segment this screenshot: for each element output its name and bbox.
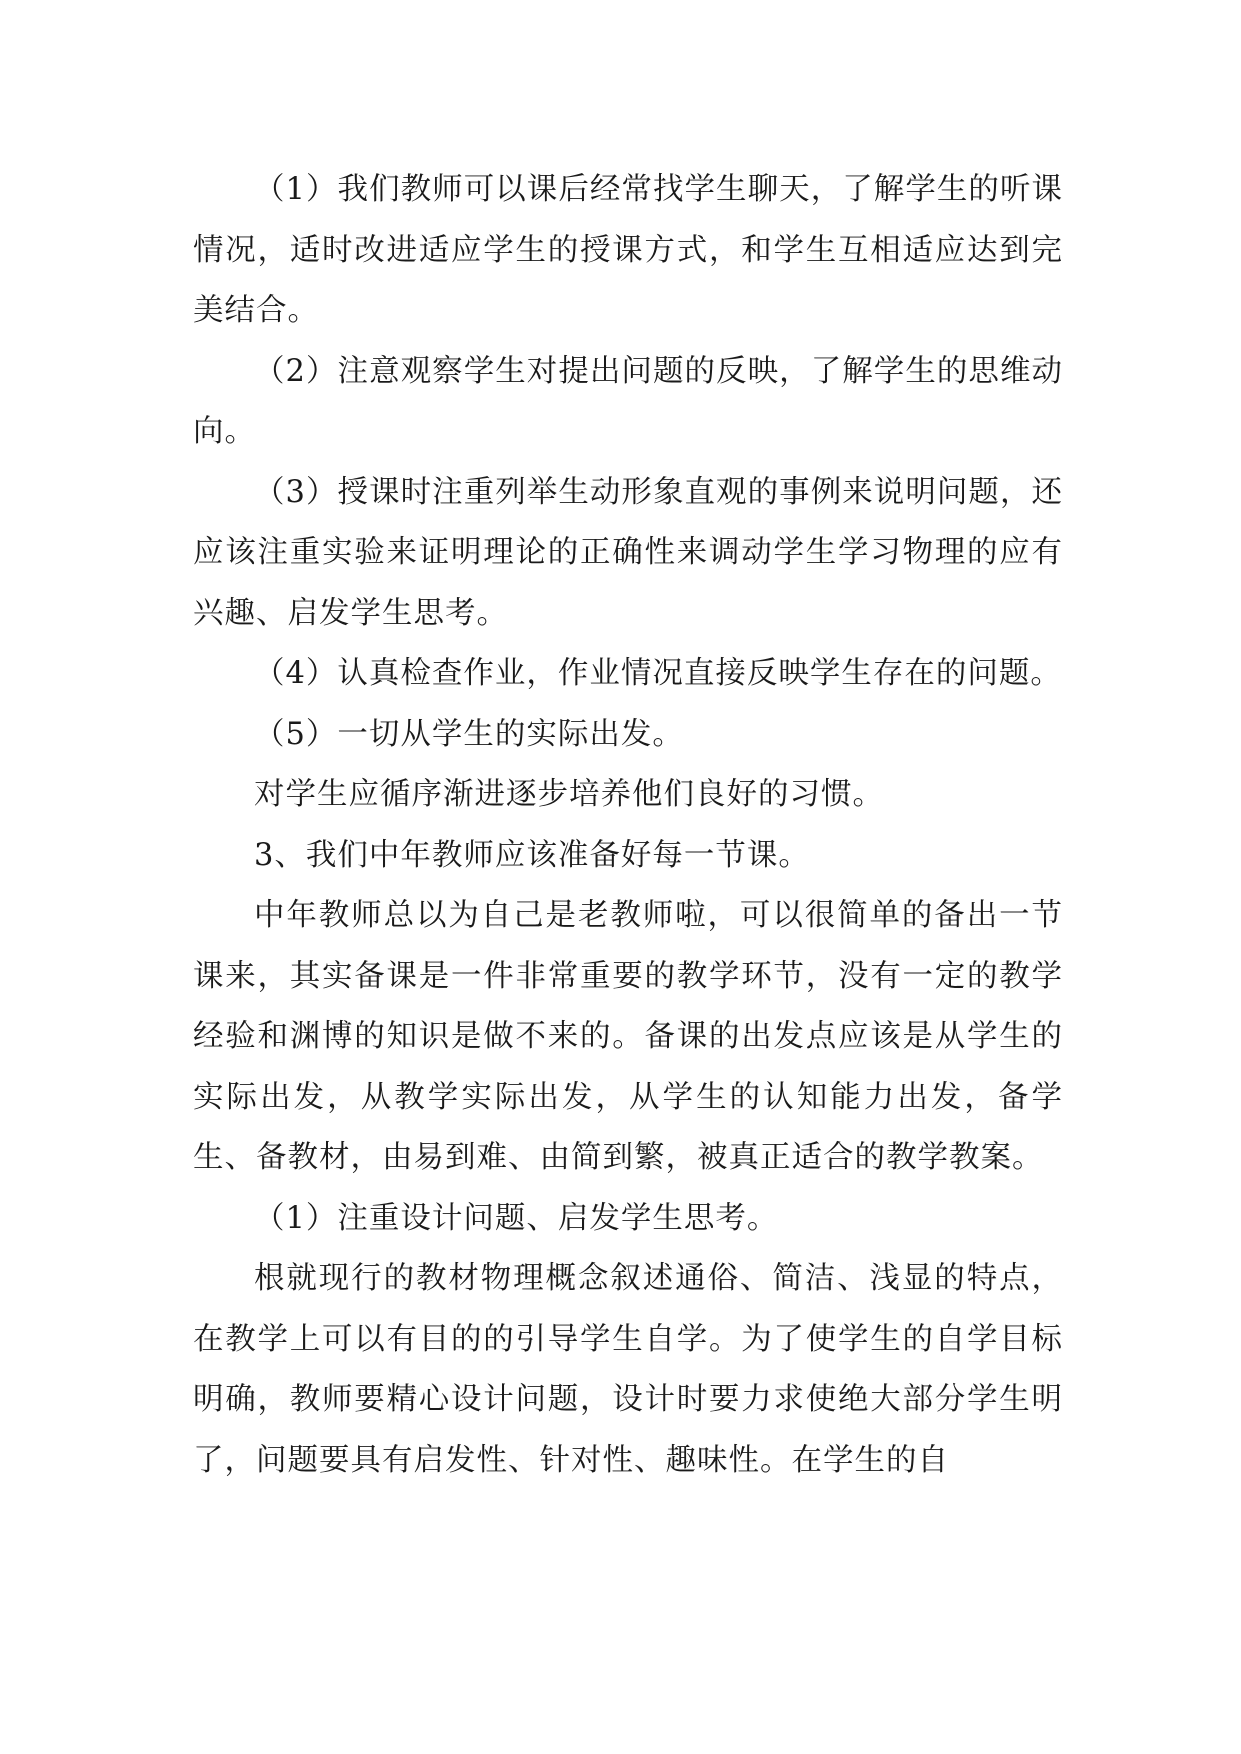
paragraph-1: （1）我们教师可以课后经常找学生聊天，了解学生的听课情况，适时改进适应学生的授课方式，和学生互相适应达到完美结合。 xyxy=(193,172,1063,328)
document-body xyxy=(193,160,1063,1491)
paragraph-3: （3）授课时注重列举生动形象直观的事例来说明问题，还应该注重实验来证明理论的正确性来调动学生学习物理的应有兴趣、启发学生思考。 xyxy=(193,474,1063,631)
paragraph-7: 3、我们中年教师应该准备好每一节课。 xyxy=(254,837,810,873)
paragraph-9: （1）注重设计问题、启发学生思考。 xyxy=(254,1200,779,1236)
paragraph-2: （2）注意观察学生对提出问题的反映，了解学生的思维动向。 xyxy=(193,353,1063,449)
paragraph-8: 中年教师总以为自己是老教师啦，可以很简单的备出一节课来，其实备课是一件非常重要的教学环节，没有一定的教学经验和渊博的知识是做不来的。备课的出发点应该是从学生的实际出发，从教学实际出发，从学生的认知能力出发，备学生、备教材，由易到难、由简到繁，被真正适合的教学教案。 xyxy=(193,898,1063,1175)
paragraph-6: 对学生应循序渐进逐步培养他们良好的习惯。 xyxy=(254,777,884,812)
paragraph-4: （4）认真检查作业，作业情况直接反映学生存在的问题。 xyxy=(254,656,1062,691)
paragraph-10: 根就现行的教材物理概念叙述通俗、简洁、浅显的特点，在教学上可以有目的的引导学生自学。为了使学生的自学目标明确，教师要精心设计问题，设计时要力求使绝大部分学生明了，问题要具有启发性、针对性、趣味性。在学生的自 xyxy=(193,1261,1063,1478)
paragraph-5: （5）一切从学生的实际出发。 xyxy=(254,716,684,752)
